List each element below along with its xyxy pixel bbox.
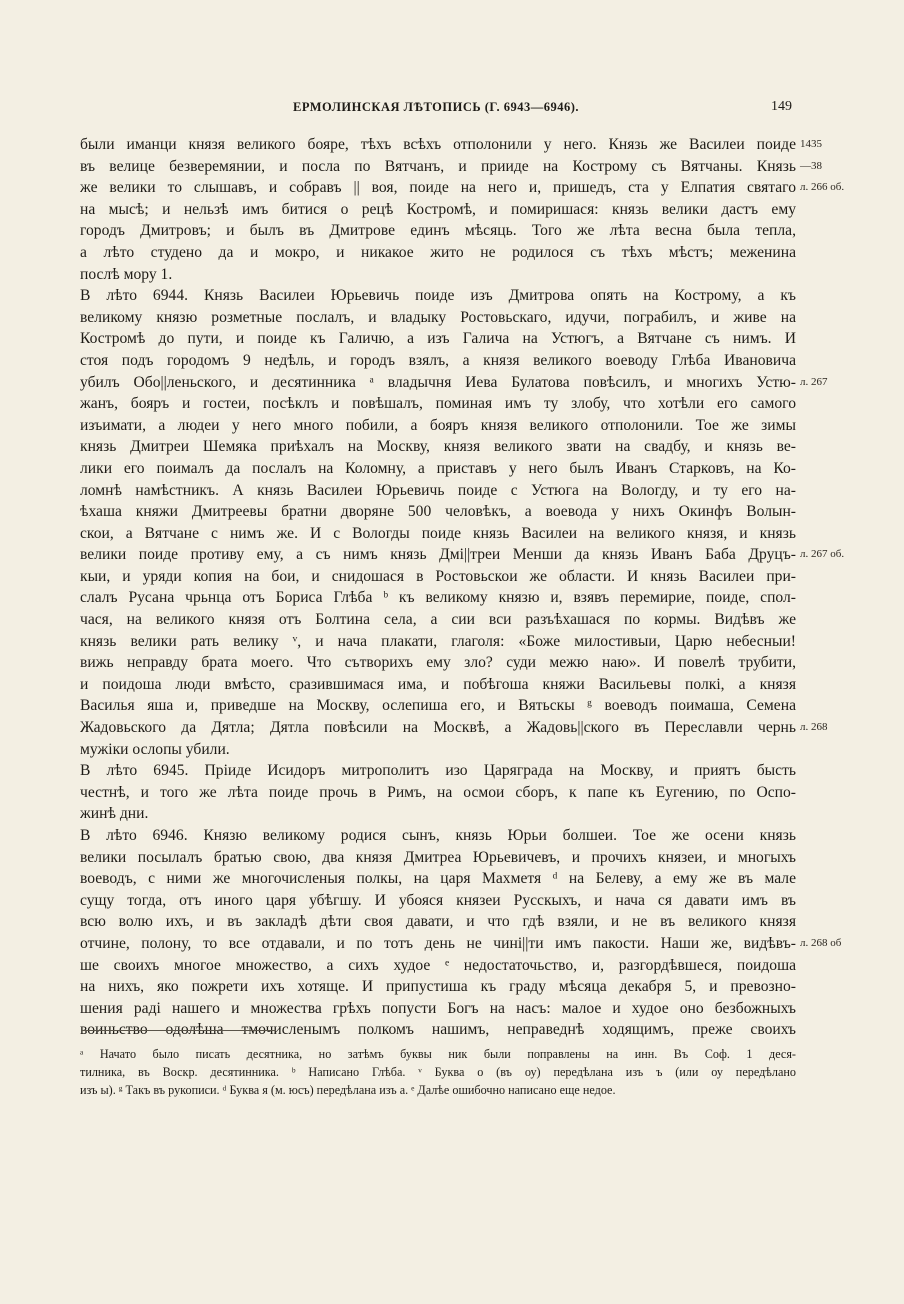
text-line: сущу тогда, отъ иного царя убѣгшу. И убояся князеи Русскыхъ, и нача ся давати имъ въ [80,891,796,909]
text-line: князь Дмитреи Шемяка приѣхалъ на Москву, князя великого звати на свадбу, и князь ве- [80,438,796,456]
text-line: В лѣто 6945. Прiиде Исидоръ митрополитъ изо Царяграда на Москву, и приятъ бысть [80,762,796,780]
text-line: великому князю розметные послалъ, и владыку Ростовьскаго, идучи, пограбилъ, и живе на [80,308,796,326]
text-line: ше своихъ многое множество, а сихъ худое ᵉ недостаточьство, и, разгордѣвшеся, поидоша [80,956,796,974]
chronicle-text [80,134,796,1041]
text-line: велики посылалъ братью свою, два князя Дмитреа Юрьевичевъ, и прочихъ князеи, и многыхъ [80,848,796,866]
margin-note: 1435 [800,138,822,150]
text-line: жанъ, бояръ и гостеи, посѣклъ и повѣшалъ, поминая имъ ту злобу, что хотѣли его самого [80,395,796,413]
text-line: мужiки ослопы убили. [80,740,230,758]
footnote-line: изъ ы). ᵍ Такъ въ рукописи. ᵈ Буква я (м. юсъ) передѣлана изъ а. ᵉ Далѣе ошибочно написано еще недое. [80,1083,616,1097]
text-line: ломнѣ намѣстникъ. А князь Василеи Юрьевичь поиде с Устюга на Вологду, и ту его на- [80,481,796,499]
page-number: 149 [771,99,792,114]
text-line: ѣхаша княжи Дмитреевы братни дворяне 500 человѣкъ, а воевода у нихъ Окинфъ Волын- [80,503,796,521]
margin-note: л. 267 об. [800,548,845,561]
text-line: жинѣ дни. [80,805,149,823]
text-line: Жадовьского да Дятла; Дятла повѣсили на Москвѣ, а Жадовь||ского въ Переславли чернь [80,719,796,737]
footnote-line: ᵃ Начато было писать десятника, но затѣмъ буквы ник были поправлены на инн. Въ Соф. 1 деся- [80,1047,796,1061]
footnote-line: тилника, въ Воскр. десятинника. ᵇ Написано Глѣба. ᵛ Буква о (въ оу) передѣлана изъ ъ (или оу передѣлано [80,1065,796,1079]
text-line: скои, а Вятчане с нимъ же. И с Вологды поиде князь Василеи на великого князя, и князь [80,524,796,542]
margin-note: л. 266 об. [800,181,845,194]
text-line: убилъ Обо||леньского, и десятинника ᵃ владычня Иева Булатова повѣсилъ, и многихъ Устю- [80,373,796,391]
running-header [80,100,792,124]
running-title: ЕРМОЛИНСКАЯ ЛѢТОПИСЬ (Г. 6943—6946). [292,100,580,114]
text-line: всю волю ихъ, и въ закладѣ дѣти своя давати, и что гдѣ взяли, и не въ великого князя [80,913,796,931]
text-line: были иманци князя великого бояре, тѣхъ всѣхъ отполонили у него. Князь же Василеи поиде [80,136,796,153]
text-line: князь велики рать велику ᵛ, и нача плакати, глаголя: «Боже милостивыи, Царю небесныи! [80,632,796,650]
text-line: въ велице безверемянии, и посла по Вятчанъ, и прииде на Кострому съ Вятчаны. Князь [80,157,796,175]
text-line: послѣ мору 1. [80,265,173,283]
margin-note: —38 [800,159,822,172]
text-line: городъ Дмитровъ; и былъ въ Дмитрове единъ мѣсяць. Того же лѣта весна была тепла, [80,222,796,240]
text-line: слалъ Русана чрьнца отъ Бориса Глѣба ᵇ къ великому князю и, взявъ перемирие, поиде, спол- [80,589,796,607]
text-line: вижь неправду брата моего. Что сътворихъ ему зло? суди межю наю». И повелѣ трубити, [80,654,796,672]
text-line: стоя подъ городомъ 9 недѣль, и городъ взялъ, а князя великого воеводу Глѣба Ивановича [80,351,796,369]
margin-note: л. 267 [800,375,828,388]
footnotes [80,1045,796,1099]
text-line: чася, на великого князя отъ Болтина села, а сии вси разъѣхашася по кормы. Видѣвъ же [80,611,796,629]
footnote-divider [82,1030,276,1031]
text-line: а лѣто студено да и мокро, и никакое жито не родилося съ тѣхъ мѣстъ; меженина [80,243,796,261]
text-line: честнѣ, и того же лѣта поиде прочь в Римъ, на осмои сборъ, к папе къ Еугению, по Оспо- [80,783,796,801]
text-line: лики его поималъ да послалъ на Коломну, а приставъ у него былъ Иванъ Старковъ, на Ко- [80,459,796,477]
text-line: изъимати, а людеи у него много побили, а бояръ князя великого отполонили. Тое же зимы [80,416,796,434]
text-line: воеводъ, с ними же многочисленыя полкы, на царя Махметя ᵈ на Белеву, а ему же въ мале [80,870,796,888]
text-line: В лѣто 6946. Князю великому родися сынъ, князь Юрьи болшеи. Тое же осени князь [80,827,796,844]
text-line: кыи, и уряди копия на бои, и снидошася в Ростовьскои же области. И князь Василеи при- [80,567,796,585]
text-line: Василья яша и, приведше на Москву, ослепиша его, и Вятьскы ᵍ воеводъ поимаша, Семена [80,697,796,715]
text-line: шения раді нашего и множества грѣхъ попусти Богъ на насъ: малое и худое оно безбожныхъ [80,999,796,1017]
text-line: и поидоша люди вмѣсто, сразившимася има, и побѣгоша княжи Васильевы полкі, а князя [80,675,796,693]
text-line: Костромѣ до пути, и поиде къ Галичю, а изъ Галича на Устюгъ, а Вятчане съ нимъ. И [80,330,796,348]
text-line: же велики то слышавъ, и собравъ || воя, поиде на него и, пришедъ, ста у Елпатия святаго [80,179,796,197]
text-line: велики поиде противу ему, а съ нимъ князь Дмі||треи Менши да князь Иванъ Баба Друцъ- [80,546,796,564]
text-line: В лѣто 6944. Князь Василеи Юрьевичь поиде изъ Дмитрова опять на Кострому, а къ [80,287,796,305]
text-line: на мысѣ; и нельзѣ имъ битися о рецѣ Костромѣ, и помиришася: князь велики дастъ ему [80,200,796,218]
text-line: воиньство одолѣша тмочисленымъ полкомъ нашимъ, неправеднѣ ходящимъ, преже своихъ [80,1021,796,1039]
margin-note: л. 268 [800,721,828,734]
text-line: отчине, полону, то все отдавали, и по тотъ день не чині||ти имъ пакости. Наши же, видѣвъ- [80,934,796,952]
margin-note: л. 268 об [800,937,842,950]
text-line: на нихъ, яко пожрети ихъ хотяще. И припустиша къ граду мѣсяца декабря 5, и превозно- [80,978,796,996]
